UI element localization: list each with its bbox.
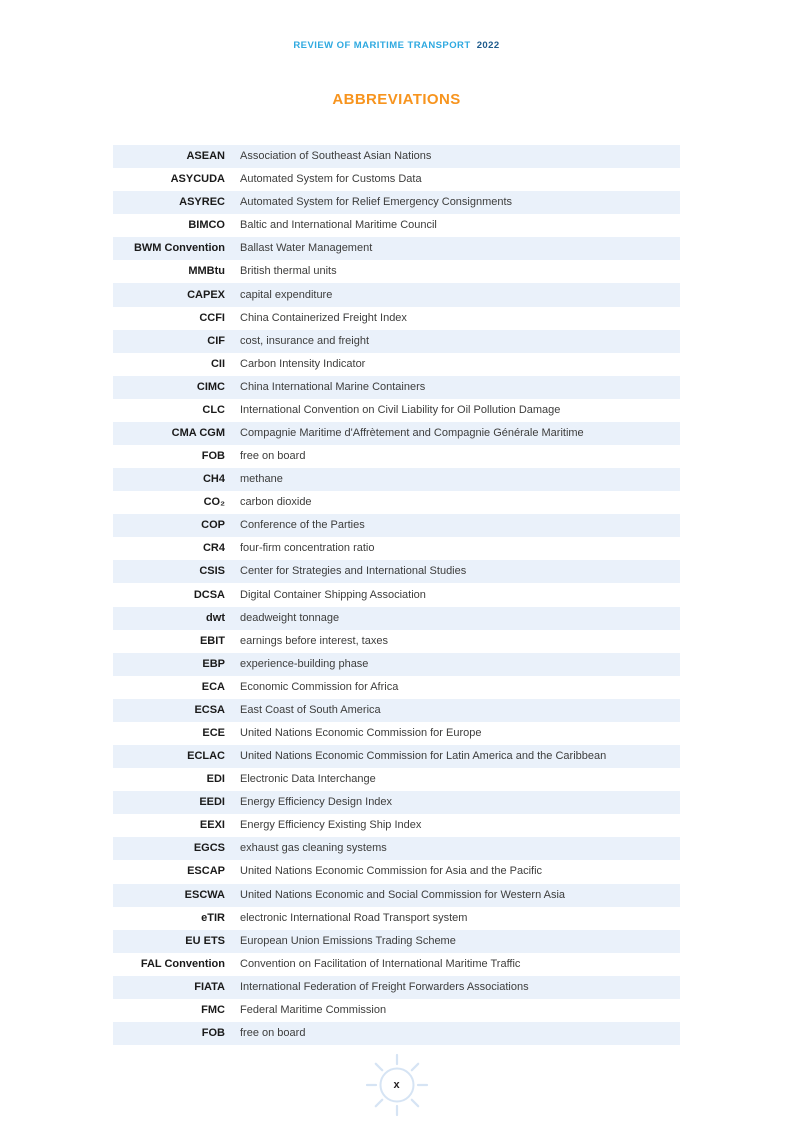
abbreviation-definition: European Union Emissions Trading Scheme [240,934,456,947]
abbreviation-term: CIMC [196,380,225,393]
table-row [113,145,680,168]
table-row [113,953,680,976]
abbreviation-term: ASEAN [186,150,225,163]
abbreviation-definition: United Nations Economic Commission for Europe [240,726,482,739]
abbreviation-definition: Center for Strategies and International Studies [240,565,467,578]
table-row [113,930,680,953]
abbreviation-term: EGCS [193,842,225,855]
table-row [113,283,680,306]
abbreviation-definition: International Federation of Freight Forwarders Associations [240,980,529,993]
abbreviation-term: CMA CGM [171,426,225,439]
abbreviation-term: CCFI [199,311,225,324]
abbreviation-term: BIMCO [188,219,225,232]
abbreviation-term: EDI [206,773,225,786]
table-row [113,445,680,468]
abbreviation-term: ECA [201,680,225,693]
abbreviation-definition: United Nations Economic Commission for Asia and the Pacific [240,865,543,878]
abbreviation-definition: Conference of the Parties [240,519,365,532]
table-row [113,768,680,791]
table-row [113,814,680,837]
abbreviation-term: FOB [201,1027,225,1039]
abbreviation-term: CII [210,357,225,370]
abbreviation-term: CAPEX [187,288,225,301]
abbreviation-definition: exhaust gas cleaning systems [240,842,387,855]
table-row [113,607,680,630]
abbreviation-definition: Convention on Facilitation of International Maritime Traffic [240,957,521,970]
table-row [113,583,680,606]
table-row [113,468,680,491]
abbreviation-definition: China International Marine Containers [240,380,426,393]
abbreviation-term: ESCAP [187,865,225,878]
abbreviation-definition: British thermal units [240,265,337,278]
table-row [113,307,680,330]
abbreviation-term: dwt [206,611,225,624]
abbreviation-term: FMC [201,1003,225,1016]
table-row [113,676,680,699]
running-head [0,40,793,51]
abbreviation-definition: cost, insurance and freight [240,334,370,347]
table-row [113,399,680,422]
abbreviation-term: FAL Convention [140,957,225,970]
abbreviation-definition: International Convention on Civil Liability for Oil Pollution Damage [240,403,561,416]
table-row [113,514,680,537]
abbreviation-term: CH4 [202,473,225,486]
abbreviation-definition: Compagnie Maritime d'Affrètement and Compagnie Générale Maritime [240,426,584,439]
abbreviation-term: CSIS [199,565,225,578]
abbreviation-term: CO₂ [203,496,225,509]
table-row [113,491,680,514]
abbreviation-definition: deadweight tonnage [240,611,340,624]
abbreviation-term: EEXI [199,819,225,832]
abbreviation-definition: carbon dioxide [240,496,312,509]
abbreviation-definition: Ballast Water Management [240,242,373,255]
abbreviation-definition: capital expenditure [240,288,333,301]
abbreviation-definition: free on board [240,1027,306,1039]
table-row [113,837,680,860]
table-row [113,330,680,353]
abbreviation-definition: Federal Maritime Commission [240,1003,387,1016]
page-title: ABBREVIATIONS [332,91,461,108]
abbreviation-term: CLC [202,403,225,416]
abbreviation-definition: Association of Southeast Asian Nations [240,150,432,163]
abbreviation-term: EU ETS [185,934,225,947]
table-row [113,653,680,676]
abbreviation-term: FIATA [194,980,225,993]
abbreviation-definition: Baltic and International Maritime Council [240,219,437,232]
abbreviation-term: COP [201,519,225,532]
abbreviation-definition: earnings before interest, taxes [240,634,388,647]
abbreviation-definition: methane [240,473,283,486]
table-row [113,214,680,237]
table-row [113,560,680,583]
abbreviation-definition: Automated System for Customs Data [240,173,422,186]
table-row [113,884,680,907]
abbreviation-term: ASYCUDA [170,173,225,186]
abbreviation-term: EBIT [199,634,225,647]
table-row [113,191,680,214]
abbreviation-term: ECSA [194,703,225,716]
abbreviation-definition: East Coast of South America [240,703,381,716]
table-row [113,630,680,653]
abbreviation-definition: free on board [240,450,306,463]
table-row [113,353,680,376]
abbreviation-definition: four-firm concentration ratio [240,542,375,555]
abbreviation-term: BWM Convention [133,242,225,255]
abbreviation-definition: experience-building phase [240,657,369,670]
table-row [113,860,680,883]
abbreviation-term: FOB [201,450,225,463]
abbreviation-definition: Energy Efficiency Existing Ship Index [240,819,422,832]
abbreviation-definition: Carbon Intensity Indicator [240,357,366,370]
table-row [113,791,680,814]
abbreviation-definition: Electronic Data Interchange [240,773,376,786]
abbreviation-definition: Energy Efficiency Design Index [240,796,393,809]
table-row [113,237,680,260]
table-row [113,999,680,1022]
running-head-title: REVIEW OF MARITIME TRANSPORT [293,40,471,51]
page-number: x [393,1078,400,1091]
abbreviation-definition: United Nations Economic Commission for Latin America and the Caribbean [240,750,607,763]
abbreviation-term: DCSA [193,588,225,601]
abbreviation-term: EBP [202,657,225,670]
abbreviation-term: CIF [207,334,225,347]
abbreviation-definition: electronic International Road Transport system [240,911,468,924]
abbreviation-term: ECLAC [187,750,225,763]
table-row [113,168,680,191]
table-row [113,260,680,283]
table-row [113,537,680,560]
abbreviation-definition: China Containerized Freight Index [240,311,407,324]
running-head-year: 2022 [476,40,500,51]
table-row [113,722,680,745]
abbreviation-term: ECE [202,726,225,739]
page-footer [0,1048,793,1122]
table-row [113,745,680,768]
table-row [113,1022,680,1045]
table-row [113,699,680,722]
abbreviation-definition: United Nations Economic and Social Commission for Western Asia [240,888,566,901]
sun-page-marker [360,1048,434,1122]
abbreviation-definition: Digital Container Shipping Association [240,588,426,601]
abbreviation-definition: Economic Commission for Africa [240,680,399,693]
abbreviation-term: MMBtu [188,265,225,278]
table-row [113,422,680,445]
abbreviation-term: CR4 [202,542,225,555]
abbreviation-term: eTIR [201,911,225,924]
abbreviation-term: ASYREC [179,196,225,209]
abbreviations-table [113,145,680,1045]
table-row [113,976,680,999]
abbreviation-term: EEDI [199,796,225,809]
table-row [113,376,680,399]
table-row [113,907,680,930]
abbreviation-term: ESCWA [184,888,225,901]
abbreviation-definition: Automated System for Relief Emergency Consignments [240,196,513,209]
